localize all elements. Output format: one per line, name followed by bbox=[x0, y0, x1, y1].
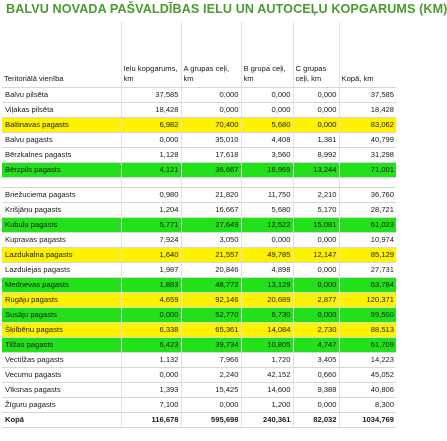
header-group-a: A grupas ceļi, km bbox=[181, 22, 241, 88]
territory-name: Bērzkalnes pagasts bbox=[2, 148, 121, 163]
total-km: 28,721 bbox=[339, 203, 396, 218]
group-b-km: 14,084 bbox=[241, 323, 293, 338]
territory-name: Bērzpils pagasts bbox=[2, 163, 121, 178]
table-row bbox=[2, 188, 396, 203]
streets-km: 5,771 bbox=[121, 218, 181, 233]
group-a-km: 35,010 bbox=[181, 133, 241, 148]
territory-name: Lazdukalna pagasts bbox=[2, 248, 121, 263]
total-km: 59,500 bbox=[339, 308, 396, 323]
territory-name: Balvu pagasts bbox=[2, 133, 121, 148]
table-row bbox=[2, 218, 396, 233]
territory-name: Lazdulejas pagasts bbox=[2, 263, 121, 278]
table-row bbox=[2, 308, 396, 323]
group-a-km: 21,557 bbox=[181, 248, 241, 263]
group-a-km: 7,966 bbox=[181, 353, 241, 368]
total-km: 37,585 bbox=[339, 88, 396, 103]
group-c-km: 8,992 bbox=[293, 148, 339, 163]
total-km: 61,023 bbox=[339, 218, 396, 233]
group-a-km: 52,770 bbox=[181, 308, 241, 323]
streets-km: 4,659 bbox=[121, 293, 181, 308]
group-c-km: 3,405 bbox=[293, 353, 339, 368]
group-a-km: 48,772 bbox=[181, 278, 241, 293]
group-c-km: 82,032 bbox=[293, 413, 339, 428]
group-b-km: 0,000 bbox=[241, 88, 293, 103]
group-b-km: 11,750 bbox=[241, 188, 293, 203]
group-c-km: 13,244 bbox=[293, 163, 339, 178]
streets-km: 1,128 bbox=[121, 148, 181, 163]
header-streets: Ielu kopgarums, km bbox=[121, 22, 181, 88]
group-c-km bbox=[293, 178, 339, 188]
group-b-km: 240,361 bbox=[241, 413, 293, 428]
group-c-km: 1,381 bbox=[293, 133, 339, 148]
group-c-km: 0,000 bbox=[293, 88, 339, 103]
group-b-km: 1,200 bbox=[241, 398, 293, 413]
territory-name: Žīguru pagasts bbox=[2, 398, 121, 413]
group-c-km: 5,170 bbox=[293, 203, 339, 218]
total-km: 1034,769 bbox=[339, 413, 396, 428]
territory-name: Šķilbēnu pagasts bbox=[2, 323, 121, 338]
group-c-km: 15,081 bbox=[293, 218, 339, 233]
total-km: 18,428 bbox=[339, 103, 396, 118]
header-territory: Teritoriālā vienība bbox=[2, 22, 121, 88]
table-row bbox=[2, 398, 396, 413]
territory-name: Baltinavas pagasts bbox=[2, 118, 121, 133]
streets-km: 18,428 bbox=[121, 103, 181, 118]
page-title: BALVU NOVADA PAŠVALDĪBAS IELU UN AUTOCEĻU KOPGARUMS (KM) bbox=[6, 2, 447, 16]
total-km: 85,129 bbox=[339, 248, 396, 263]
table-row bbox=[2, 88, 396, 103]
table-row bbox=[2, 248, 396, 263]
territory-name: Kupravas pagasts bbox=[2, 233, 121, 248]
table-row bbox=[2, 233, 396, 248]
total-km: 14,223 bbox=[339, 353, 396, 368]
group-b-km: 12,522 bbox=[241, 218, 293, 233]
group-a-km: 92,146 bbox=[181, 293, 241, 308]
header-row bbox=[2, 22, 396, 88]
group-a-km: 36,667 bbox=[181, 163, 241, 178]
road-length-table bbox=[2, 22, 396, 428]
group-b-km: 42,152 bbox=[241, 368, 293, 383]
total-km: 83,062 bbox=[339, 118, 396, 133]
territory-name: Susāju pagasts bbox=[2, 308, 121, 323]
group-b-km: 10,805 bbox=[241, 338, 293, 353]
total-km: 10,974 bbox=[339, 233, 396, 248]
group-c-km: 0,000 bbox=[293, 233, 339, 248]
territory-name: Viļakas pilsēta bbox=[2, 103, 121, 118]
group-c-km: 9,388 bbox=[293, 383, 339, 398]
group-b-km: 14,600 bbox=[241, 383, 293, 398]
group-a-km: 2,240 bbox=[181, 368, 241, 383]
total-km bbox=[339, 178, 396, 188]
table-row bbox=[2, 368, 396, 383]
table-row bbox=[2, 203, 396, 218]
group-c-km: 0,000 bbox=[293, 278, 339, 293]
streets-km: 37,585 bbox=[121, 88, 181, 103]
table-row bbox=[2, 278, 396, 293]
streets-km: 0,000 bbox=[121, 368, 181, 383]
group-b-km: 3,560 bbox=[241, 148, 293, 163]
territory-name: Kubulu pagasts bbox=[2, 218, 121, 233]
streets-km: 1,883 bbox=[121, 278, 181, 293]
table-row bbox=[2, 383, 396, 398]
group-b-km bbox=[241, 178, 293, 188]
group-c-km: 12,147 bbox=[293, 248, 339, 263]
table-row bbox=[2, 118, 396, 133]
group-b-km: 20,689 bbox=[241, 293, 293, 308]
group-a-km: 21,820 bbox=[181, 188, 241, 203]
streets-km: 4,121 bbox=[121, 163, 181, 178]
streets-km: 6,423 bbox=[121, 338, 181, 353]
streets-km bbox=[121, 178, 181, 188]
group-a-km: 20,846 bbox=[181, 263, 241, 278]
streets-km: 1,132 bbox=[121, 353, 181, 368]
group-c-km: 2,877 bbox=[293, 293, 339, 308]
group-b-km: 0,000 bbox=[241, 103, 293, 118]
group-a-km: 17,618 bbox=[181, 148, 241, 163]
group-a-km: 0,000 bbox=[181, 88, 241, 103]
group-b-km: 13,129 bbox=[241, 278, 293, 293]
total-km: 40,806 bbox=[339, 383, 396, 398]
total-km: 36,760 bbox=[339, 188, 396, 203]
total-km: 31,298 bbox=[339, 148, 396, 163]
streets-km: 6,982 bbox=[121, 118, 181, 133]
group-b-km: 4,898 bbox=[241, 263, 293, 278]
streets-km: 7,924 bbox=[121, 233, 181, 248]
group-a-km: 0,000 bbox=[181, 398, 241, 413]
header-total: Kopā, km bbox=[339, 22, 396, 88]
group-c-km: 0,000 bbox=[293, 263, 339, 278]
group-a-km: 3,050 bbox=[181, 233, 241, 248]
group-b-km: 5,680 bbox=[241, 118, 293, 133]
group-a-km: 27,649 bbox=[181, 218, 241, 233]
total-km: 120,371 bbox=[339, 293, 396, 308]
group-a-km: 595,698 bbox=[181, 413, 241, 428]
streets-km: 1,204 bbox=[121, 203, 181, 218]
table-row bbox=[2, 353, 396, 368]
total-km: 88,513 bbox=[339, 323, 396, 338]
streets-km: 1,987 bbox=[121, 263, 181, 278]
table-row bbox=[2, 323, 396, 338]
group-b-km: 49,785 bbox=[241, 248, 293, 263]
total-row bbox=[2, 413, 396, 428]
group-c-km: 2,730 bbox=[293, 323, 339, 338]
group-b-km: 0,000 bbox=[241, 233, 293, 248]
table-row bbox=[2, 178, 396, 188]
streets-km: 116,678 bbox=[121, 413, 181, 428]
header-group-c: C grupas ceļi, km bbox=[293, 22, 339, 88]
territory-name: Medņevas pagasts bbox=[2, 278, 121, 293]
territory-name: Briežuciema pagasts bbox=[2, 188, 121, 203]
group-c-km: 0,000 bbox=[293, 308, 339, 323]
total-km: 8,300 bbox=[339, 398, 396, 413]
group-c-km: 0,000 bbox=[293, 103, 339, 118]
group-b-km: 5,680 bbox=[241, 203, 293, 218]
total-km: 71,001 bbox=[339, 163, 396, 178]
group-a-km: 16,667 bbox=[181, 203, 241, 218]
table-row bbox=[2, 148, 396, 163]
group-a-km bbox=[181, 178, 241, 188]
territory-name: Vectilžas pagasts bbox=[2, 353, 121, 368]
table-row bbox=[2, 338, 396, 353]
total-km: 61,709 bbox=[339, 338, 396, 353]
territory-name: Rugāju pagasts bbox=[2, 293, 121, 308]
table-body bbox=[2, 88, 396, 428]
total-km: 40,799 bbox=[339, 133, 396, 148]
group-c-km: 4,747 bbox=[293, 338, 339, 353]
streets-km: 0,000 bbox=[121, 133, 181, 148]
group-c-km: 0,000 bbox=[293, 398, 339, 413]
group-a-km: 15,425 bbox=[181, 383, 241, 398]
group-c-km: 0,000 bbox=[293, 118, 339, 133]
territory-name bbox=[2, 178, 121, 188]
total-km: 27,731 bbox=[339, 263, 396, 278]
total-km: 45,052 bbox=[339, 368, 396, 383]
table-row bbox=[2, 103, 396, 118]
streets-km: 1,393 bbox=[121, 383, 181, 398]
territory-name: Kopā bbox=[2, 413, 121, 428]
territory-name: Tilžas pagasts bbox=[2, 338, 121, 353]
table-row bbox=[2, 263, 396, 278]
group-b-km: 4,408 bbox=[241, 133, 293, 148]
territory-name: Krišjāņu pagasts bbox=[2, 203, 121, 218]
table-row bbox=[2, 133, 396, 148]
table-row bbox=[2, 293, 396, 308]
territory-name: Vīksnas pagasts bbox=[2, 383, 121, 398]
streets-km: 0,000 bbox=[121, 308, 181, 323]
header-group-b: B grupa ceļi, km bbox=[241, 22, 293, 88]
group-b-km: 1,720 bbox=[241, 353, 293, 368]
streets-km: 6,338 bbox=[121, 323, 181, 338]
total-km: 63,784 bbox=[339, 278, 396, 293]
group-a-km: 39,734 bbox=[181, 338, 241, 353]
streets-km: 7,100 bbox=[121, 398, 181, 413]
streets-km: 0,980 bbox=[121, 188, 181, 203]
group-b-km: 16,969 bbox=[241, 163, 293, 178]
group-c-km: 0,660 bbox=[293, 368, 339, 383]
table-row bbox=[2, 163, 396, 178]
group-a-km: 65,361 bbox=[181, 323, 241, 338]
territory-name: Balvu pilsēta bbox=[2, 88, 121, 103]
group-a-km: 0,000 bbox=[181, 103, 241, 118]
group-a-km: 70,400 bbox=[181, 118, 241, 133]
group-b-km: 6,730 bbox=[241, 308, 293, 323]
streets-km: 1,640 bbox=[121, 248, 181, 263]
group-c-km: 2,210 bbox=[293, 188, 339, 203]
territory-name: Vecumu pagasts bbox=[2, 368, 121, 383]
